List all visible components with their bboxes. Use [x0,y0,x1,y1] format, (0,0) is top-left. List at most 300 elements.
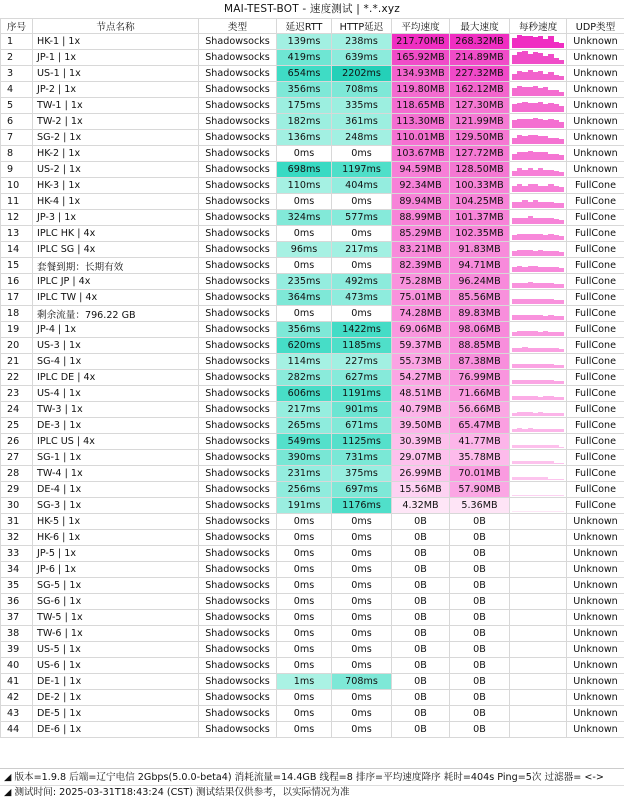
sparkline-bar [559,429,564,432]
header-avg-speed: 平均速度 [392,19,450,34]
cell-node-name: SG-5 | 1x [33,578,199,594]
cell-avg-speed: 4.32MB [392,498,450,514]
cell-rtt: 606ms [277,386,332,402]
footer-time-text: 测试时间: 2025-03-31T18:43:24 (CST) 测试结果仅供参考，以实际情况为准 [14,787,350,798]
cell-udp-type: FullCone [567,482,624,498]
cell-index: 20 [1,338,33,354]
cell-http: 0ms [332,226,392,242]
header-http: HTTP延迟 [332,19,392,34]
cell-per-second-sparkline [510,418,567,434]
cell-avg-speed: 0B [392,594,450,610]
cell-avg-speed: 119.80MB [392,82,450,98]
header-max-speed: 最大速度 [450,19,510,34]
table-row [1,546,624,562]
cell-max-speed: 35.78MB [450,450,510,466]
cell-index: 22 [1,370,33,386]
cell-avg-speed: 0B [392,610,450,626]
header-rtt: 延迟RTT [277,19,332,34]
cell-type: Shadowsocks [199,258,277,274]
cell-http: 217ms [332,242,392,258]
cell-type: Shadowsocks [199,34,277,50]
cell-avg-speed: 48.51MB [392,386,450,402]
cell-type: Shadowsocks [199,226,277,242]
cell-rtt: 698ms [277,162,332,178]
cell-type: Shadowsocks [199,338,277,354]
cell-rtt: 0ms [277,642,332,658]
cell-avg-speed: 118.65MB [392,98,450,114]
cell-type: Shadowsocks [199,674,277,690]
cell-udp-type: Unknown [567,514,624,530]
cell-rtt: 0ms [277,194,332,210]
cell-http: 473ms [332,290,392,306]
cell-per-second-sparkline [510,210,567,226]
cell-type: Shadowsocks [199,66,277,82]
cell-max-speed: 0B [450,690,510,706]
table-row [1,642,624,658]
cell-max-speed: 0B [450,658,510,674]
cell-rtt: 364ms [277,290,332,306]
cell-udp-type: Unknown [567,706,624,722]
cell-index: 7 [1,130,33,146]
cell-rtt: 1ms [277,674,332,690]
cell-per-second-sparkline [510,242,567,258]
cell-max-speed: 214.89MB [450,50,510,66]
cell-udp-type: FullCone [567,226,624,242]
cell-per-second-sparkline [510,338,567,354]
sparkline-bar [559,252,564,256]
table-row [1,530,624,546]
cell-http: 1422ms [332,322,392,338]
cell-type: Shadowsocks [199,466,277,482]
cell-udp-type: Unknown [567,658,624,674]
cell-per-second-sparkline [510,498,567,514]
cell-type: Shadowsocks [199,370,277,386]
cell-type: Shadowsocks [199,594,277,610]
table-row [1,274,624,290]
cell-http: 0ms [332,546,392,562]
cell-max-speed: 128.50MB [450,162,510,178]
cell-per-second-sparkline [510,434,567,450]
cell-index: 5 [1,98,33,114]
cell-avg-speed: 75.28MB [392,274,450,290]
sparkline-bar [559,106,564,113]
footer-info [0,768,624,785]
sparkline-bar [559,300,564,304]
cell-max-speed: 88.85MB [450,338,510,354]
cell-max-speed: 0B [450,594,510,610]
cell-http: 577ms [332,210,392,226]
cell-index: 10 [1,178,33,194]
cell-max-speed: 0B [450,578,510,594]
cell-max-speed: 41.77MB [450,434,510,450]
cell-node-name: SG-4 | 1x [33,354,199,370]
cell-node-name: HK-5 | 1x [33,514,199,530]
cell-node-name: TW-1 | 1x [33,98,199,114]
cell-max-speed: 0B [450,626,510,642]
cell-per-second-sparkline [510,626,567,642]
cell-per-second-sparkline [510,402,567,418]
cell-max-speed: 71.66MB [450,386,510,402]
sparkline-bar [559,511,564,512]
table-row [1,194,624,210]
cell-udp-type: FullCone [567,402,624,418]
page-title: MAI-TEST-BOT - 速度测试 | *.*.xyz [223,3,401,15]
cell-avg-speed: 75.01MB [392,290,450,306]
cell-node-name: DE-4 | 1x [33,482,199,498]
cell-per-second-sparkline [510,690,567,706]
table-row [1,722,624,738]
cell-max-speed: 268.32MB [450,34,510,50]
cell-udp-type: Unknown [567,66,624,82]
cell-avg-speed: 165.92MB [392,50,450,66]
cell-index: 15 [1,258,33,274]
cell-per-second-sparkline [510,482,567,498]
cell-avg-speed: 74.28MB [392,306,450,322]
cell-node-name: JP-1 | 1x [33,50,199,66]
cell-http: 1185ms [332,338,392,354]
cell-index: 27 [1,450,33,466]
cell-avg-speed: 0B [392,530,450,546]
cell-max-speed: 0B [450,546,510,562]
cell-node-name: DE-6 | 1x [33,722,199,738]
cell-index: 19 [1,322,33,338]
cell-avg-speed: 94.59MB [392,162,450,178]
cell-rtt: 0ms [277,594,332,610]
cell-per-second-sparkline [510,594,567,610]
cell-http: 0ms [332,306,392,322]
header-per-second: 每秒速度 [510,19,567,34]
cell-node-name: US-6 | 1x [33,658,199,674]
cell-rtt: 0ms [277,226,332,242]
cell-max-speed: 129.50MB [450,130,510,146]
cell-udp-type: Unknown [567,530,624,546]
sparkline-bar [559,332,564,336]
info-icon: ◢ [4,772,12,783]
cell-max-speed: 5.36MB [450,498,510,514]
cell-http: 492ms [332,274,392,290]
cell-avg-speed: 92.34MB [392,178,450,194]
sparkline-bar [559,172,564,176]
cell-per-second-sparkline [510,82,567,98]
cell-node-name: JP-5 | 1x [33,546,199,562]
cell-rtt: 0ms [277,690,332,706]
cell-http: 671ms [332,418,392,434]
cell-avg-speed: 0B [392,578,450,594]
cell-avg-speed: 40.79MB [392,402,450,418]
cell-http: 2202ms [332,66,392,82]
cell-rtt: 265ms [277,418,332,434]
cell-avg-speed: 0B [392,626,450,642]
cell-udp-type: Unknown [567,578,624,594]
cell-max-speed: 91.83MB [450,242,510,258]
cell-avg-speed: 29.07MB [392,450,450,466]
sparkline-bar [559,92,564,96]
cell-max-speed: 0B [450,642,510,658]
cell-rtt: 136ms [277,130,332,146]
cell-avg-speed: 83.21MB [392,242,450,258]
cell-rtt: 182ms [277,114,332,130]
cell-index: 43 [1,706,33,722]
sparkline-bar [559,495,564,496]
table-row [1,34,624,50]
cell-max-speed: 65.47MB [450,418,510,434]
cell-rtt: 0ms [277,306,332,322]
cell-per-second-sparkline [510,642,567,658]
cell-http: 0ms [332,626,392,642]
cell-rtt: 256ms [277,482,332,498]
cell-avg-speed: 113.30MB [392,114,450,130]
clock-icon: ◢ [4,787,12,798]
cell-type: Shadowsocks [199,418,277,434]
cell-udp-type: FullCone [567,434,624,450]
table-row [1,370,624,386]
cell-type: Shadowsocks [199,482,277,498]
cell-index: 6 [1,114,33,130]
cell-type: Shadowsocks [199,242,277,258]
cell-type: Shadowsocks [199,402,277,418]
cell-node-name: HK-2 | 1x [33,146,199,162]
cell-http: 627ms [332,370,392,386]
cell-max-speed: 56.66MB [450,402,510,418]
cell-http: 901ms [332,402,392,418]
cell-index: 26 [1,434,33,450]
cell-rtt: 0ms [277,530,332,546]
table-row [1,338,624,354]
cell-rtt: 282ms [277,370,332,386]
cell-max-speed: 162.12MB [450,82,510,98]
sparkline-bar [559,479,564,480]
cell-node-name: DE-1 | 1x [33,674,199,690]
cell-http: 0ms [332,578,392,594]
cell-udp-type: Unknown [567,594,624,610]
cell-node-name: US-3 | 1x [33,338,199,354]
cell-per-second-sparkline [510,146,567,162]
cell-avg-speed: 0B [392,546,450,562]
cell-node-name: JP-4 | 1x [33,322,199,338]
cell-http: 1191ms [332,386,392,402]
table-row [1,290,624,306]
sparkline-bar [559,155,564,160]
cell-rtt: 654ms [277,66,332,82]
cell-http: 697ms [332,482,392,498]
cell-per-second-sparkline [510,258,567,274]
cell-index: 31 [1,514,33,530]
cell-type: Shadowsocks [199,690,277,706]
cell-index: 40 [1,658,33,674]
table-row [1,386,624,402]
sparkline-bar [559,365,564,368]
cell-http: 731ms [332,450,392,466]
cell-node-name: US-1 | 1x [33,66,199,82]
cell-node-name: HK-3 | 1x [33,178,199,194]
cell-per-second-sparkline [510,370,567,386]
table-row [1,242,624,258]
cell-index: 42 [1,690,33,706]
cell-avg-speed: 59.37MB [392,338,450,354]
cell-type: Shadowsocks [199,450,277,466]
cell-udp-type: Unknown [567,546,624,562]
table-row [1,98,624,114]
cell-index: 18 [1,306,33,322]
cell-node-name: JP-2 | 1x [33,82,199,98]
cell-max-speed: 98.06MB [450,322,510,338]
cell-index: 39 [1,642,33,658]
cell-index: 23 [1,386,33,402]
cell-index: 21 [1,354,33,370]
cell-max-speed: 87.38MB [450,354,510,370]
cell-node-name: SG-2 | 1x [33,130,199,146]
cell-max-speed: 104.25MB [450,194,510,210]
cell-http: 639ms [332,50,392,66]
sparkline-bar [559,220,564,224]
cell-udp-type: Unknown [567,722,624,738]
cell-udp-type: FullCone [567,370,624,386]
cell-per-second-sparkline [510,354,567,370]
cell-avg-speed: 0B [392,690,450,706]
cell-rtt: 0ms [277,610,332,626]
table-row [1,658,624,674]
cell-udp-type: Unknown [567,674,624,690]
sparkline-bar [559,316,564,320]
cell-type: Shadowsocks [199,210,277,226]
cell-type: Shadowsocks [199,82,277,98]
cell-type: Shadowsocks [199,546,277,562]
table-row [1,706,624,722]
cell-avg-speed: 69.06MB [392,322,450,338]
cell-udp-type: FullCone [567,194,624,210]
sparkline-bar [559,268,564,272]
cell-index: 28 [1,466,33,482]
table-row [1,354,624,370]
cell-http: 238ms [332,34,392,50]
cell-index: 29 [1,482,33,498]
sparkline-bar [559,76,564,80]
cell-http: 0ms [332,610,392,626]
sparkline-bar [559,397,564,400]
cell-rtt: 549ms [277,434,332,450]
cell-node-name: HK-4 | 1x [33,194,199,210]
cell-rtt: 0ms [277,626,332,642]
cell-http: 227ms [332,354,392,370]
cell-per-second-sparkline [510,562,567,578]
cell-max-speed: 0B [450,706,510,722]
speed-test-table [0,18,624,738]
cell-max-speed: 94.71MB [450,258,510,274]
cell-per-second-sparkline [510,66,567,82]
cell-udp-type: Unknown [567,146,624,162]
cell-max-speed: 96.24MB [450,274,510,290]
cell-type: Shadowsocks [199,50,277,66]
cell-index: 11 [1,194,33,210]
cell-max-speed: 102.35MB [450,226,510,242]
cell-max-speed: 227.32MB [450,66,510,82]
cell-http: 0ms [332,530,392,546]
cell-rtt: 356ms [277,322,332,338]
cell-type: Shadowsocks [199,322,277,338]
cell-type: Shadowsocks [199,610,277,626]
cell-udp-type: Unknown [567,50,624,66]
cell-type: Shadowsocks [199,194,277,210]
cell-type: Shadowsocks [199,514,277,530]
cell-udp-type: FullCone [567,498,624,514]
cell-udp-type: Unknown [567,642,624,658]
cell-node-name: IPLC DE | 4x [33,370,199,386]
cell-node-name: JP-6 | 1x [33,562,199,578]
cell-http: 708ms [332,674,392,690]
table-row [1,162,624,178]
cell-udp-type: FullCone [567,322,624,338]
cell-rtt: 0ms [277,706,332,722]
cell-per-second-sparkline [510,194,567,210]
cell-index: 12 [1,210,33,226]
table-row [1,178,624,194]
cell-per-second-sparkline [510,50,567,66]
cell-avg-speed: 0B [392,674,450,690]
cell-avg-speed: 55.73MB [392,354,450,370]
cell-avg-speed: 0B [392,722,450,738]
cell-index: 35 [1,578,33,594]
table-header-row [1,19,624,34]
table-row [1,482,624,498]
cell-rtt: 96ms [277,242,332,258]
cell-http: 335ms [332,98,392,114]
cell-node-name: IPLC US | 4x [33,434,199,450]
cell-node-name: SG-1 | 1x [33,450,199,466]
cell-max-speed: 0B [450,530,510,546]
cell-node-name: IPLC SG | 4x [33,242,199,258]
cell-per-second-sparkline [510,178,567,194]
cell-per-second-sparkline [510,610,567,626]
cell-rtt: 0ms [277,258,332,274]
sparkline-bar [559,349,564,352]
cell-udp-type: Unknown [567,98,624,114]
cell-type: Shadowsocks [199,274,277,290]
cell-rtt: 110ms [277,178,332,194]
cell-udp-type: FullCone [567,274,624,290]
cell-udp-type: Unknown [567,610,624,626]
cell-node-name: HK-6 | 1x [33,530,199,546]
cell-rtt: 0ms [277,722,332,738]
cell-avg-speed: 54.27MB [392,370,450,386]
sparkline-bar [559,413,564,416]
cell-index: 37 [1,610,33,626]
cell-index: 16 [1,274,33,290]
cell-avg-speed: 103.67MB [392,146,450,162]
table-row [1,418,624,434]
sparkline-bar [559,463,564,464]
cell-node-name: TW-2 | 1x [33,114,199,130]
cell-http: 248ms [332,130,392,146]
cell-max-speed: 127.72MB [450,146,510,162]
cell-rtt: 0ms [277,578,332,594]
cell-rtt: 0ms [277,146,332,162]
cell-per-second-sparkline [510,114,567,130]
cell-type: Shadowsocks [199,114,277,130]
cell-per-second-sparkline [510,34,567,50]
cell-per-second-sparkline [510,514,567,530]
cell-rtt: 217ms [277,402,332,418]
cell-avg-speed: 217.70MB [392,34,450,50]
cell-node-name: DE-5 | 1x [33,706,199,722]
cell-http: 0ms [332,706,392,722]
sparkline-bar [559,187,564,192]
cell-avg-speed: 88.99MB [392,210,450,226]
cell-http: 0ms [332,642,392,658]
cell-http: 361ms [332,114,392,130]
cell-type: Shadowsocks [199,658,277,674]
cell-per-second-sparkline [510,450,567,466]
cell-per-second-sparkline [510,130,567,146]
